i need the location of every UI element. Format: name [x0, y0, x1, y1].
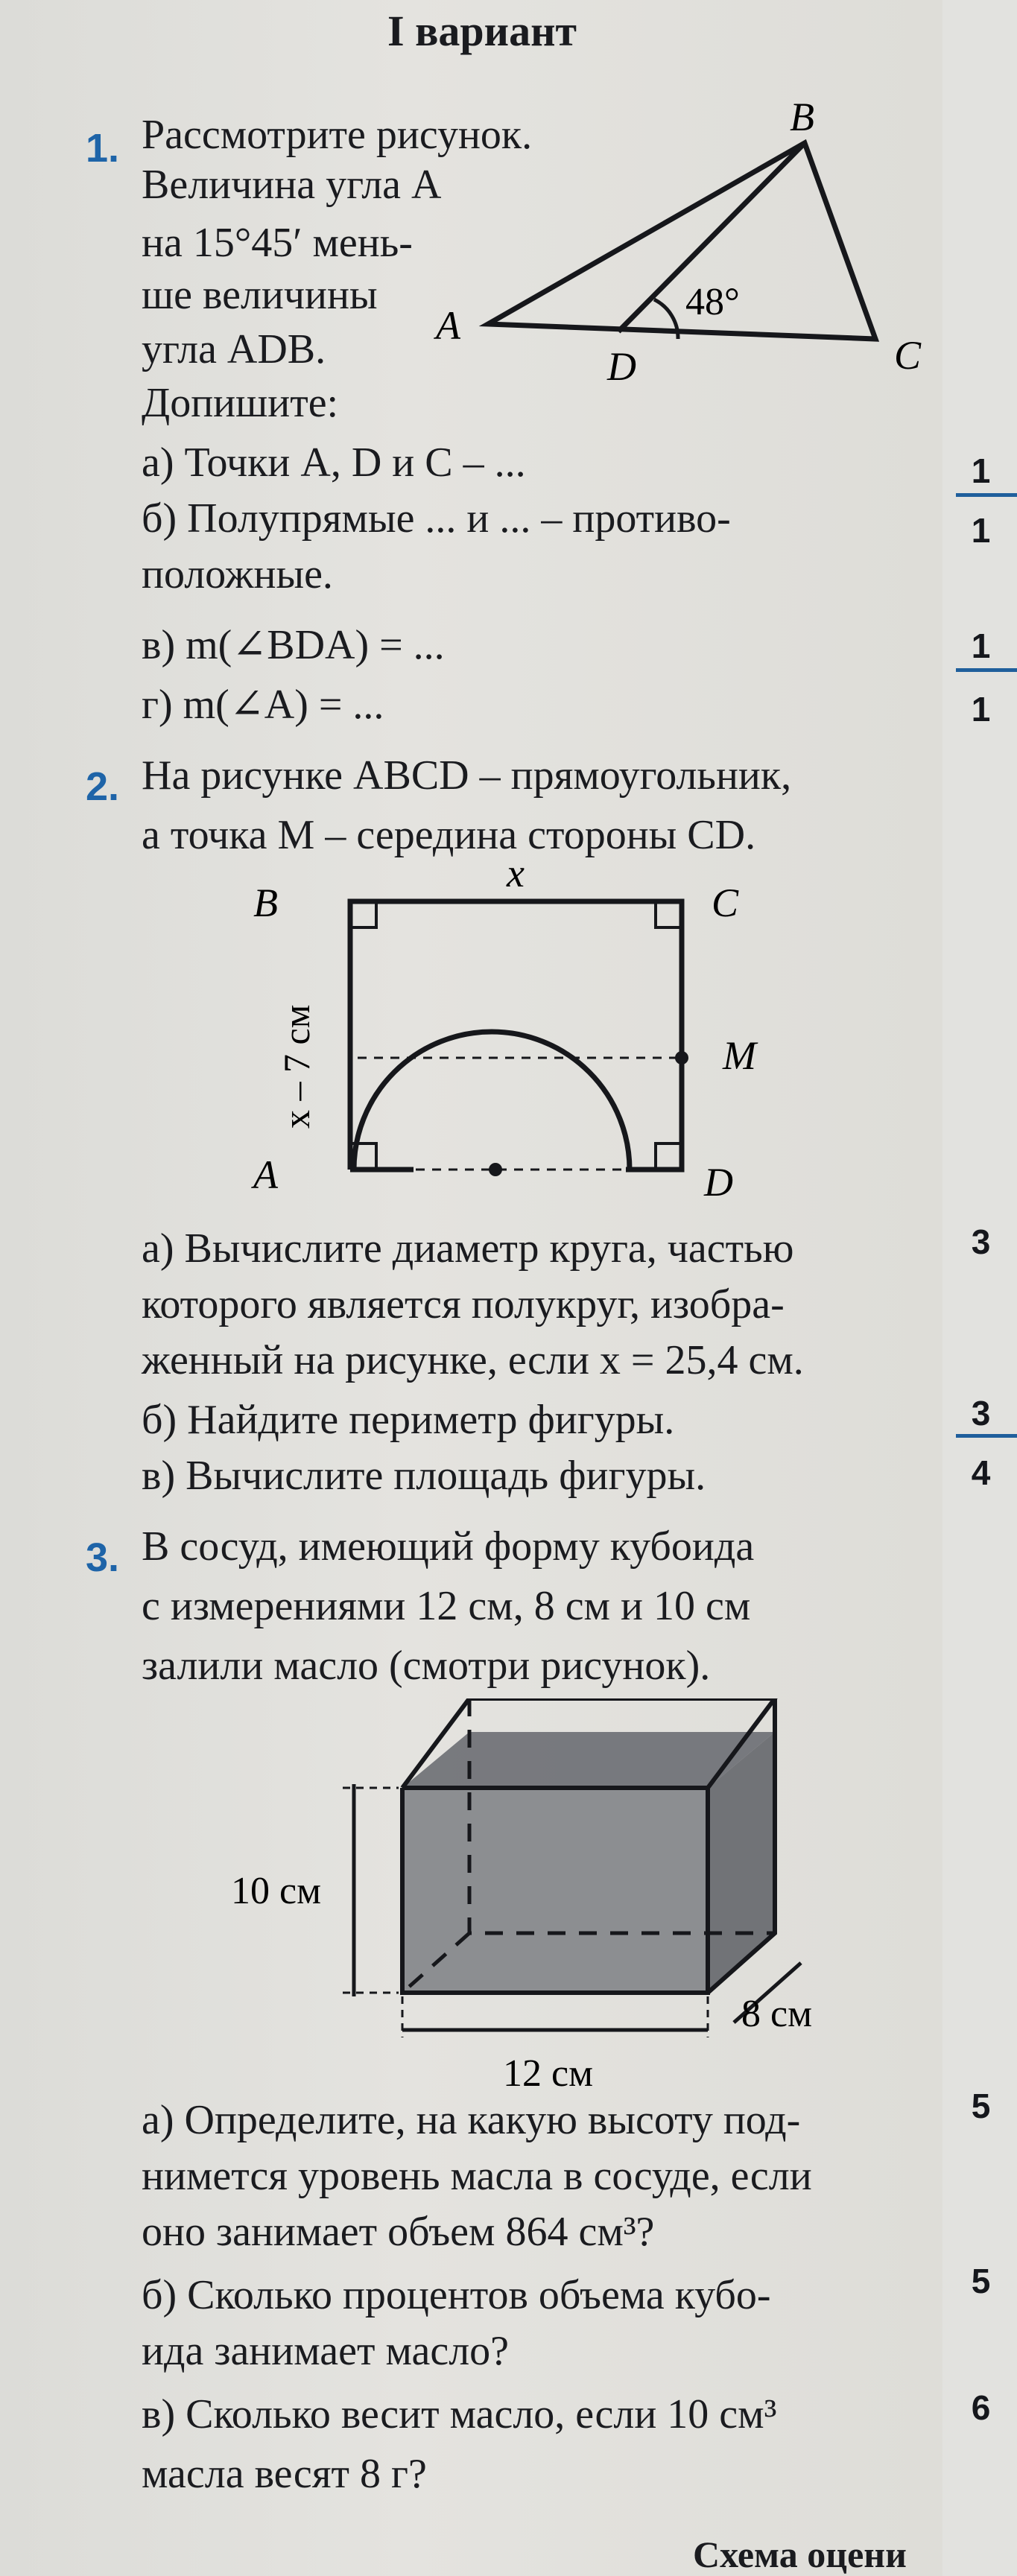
- score-divider: [956, 493, 1017, 497]
- task-3-line: залили масло (смотри рисунок).: [142, 1643, 711, 1689]
- rectangle-figure: [224, 857, 790, 1214]
- label-c: C: [894, 333, 922, 378]
- label-c: C: [712, 881, 739, 925]
- task-3-line: с измерениями 12 см, 8 см и 10 см: [142, 1583, 751, 1629]
- task-2-item-b: б) Найдите периметр фигуры.: [142, 1397, 675, 1443]
- task-1-item-c: в) m(∠BDA) = ...: [142, 622, 445, 668]
- task-1-line: Допишите:: [142, 380, 339, 426]
- score-1d: 1: [971, 690, 991, 729]
- task-2-item-a-cont: женный на рисунке, если x = 25,4 см.: [142, 1337, 804, 1383]
- task-1-item-b: б) Полупрямые ... и ... – противо-: [142, 495, 731, 542]
- label-b: B: [253, 881, 278, 925]
- task-1-line: угла ADB.: [142, 326, 326, 372]
- semicircle-arc: [354, 1032, 630, 1170]
- right-angle-b: [350, 901, 376, 927]
- cuboid-figure: [209, 1698, 864, 2116]
- task-3-item-b-cont: ида занимает масло?: [142, 2328, 510, 2374]
- depth-label: 8 см: [741, 1993, 812, 2035]
- right-angle-c: [656, 901, 682, 927]
- score-1c: 1: [971, 626, 991, 665]
- point-m: [675, 1051, 688, 1065]
- task-2-item-a: а) Вычислите диаметр круга, частью: [142, 1225, 794, 1272]
- score-2c: 4: [971, 1453, 991, 1492]
- footer-heading: Схема оцени: [693, 2534, 907, 2575]
- label-x: x: [507, 857, 525, 895]
- score-1a: 1: [971, 451, 991, 490]
- task-1-line: на 15°45′ мень-: [142, 220, 413, 266]
- label-b: B: [790, 95, 814, 139]
- score-sidebar: [942, 0, 1017, 2576]
- variant-heading: I вариант: [387, 7, 577, 55]
- score-2b: 3: [971, 1394, 991, 1433]
- score-3b: 5: [971, 2262, 991, 2300]
- triangle-abc: [488, 143, 875, 339]
- task-3-item-a: а) Определите, на какую высоту под-: [142, 2097, 801, 2143]
- task-1-line: Величина угла A: [142, 162, 442, 208]
- task-2-item-c: в) Вычислите площадь фигуры.: [142, 1453, 706, 1499]
- task-3-item-b: б) Сколько процентов объема кубо-: [142, 2272, 771, 2318]
- score-3a: 5: [971, 2087, 991, 2125]
- score-divider: [956, 1434, 1017, 1438]
- task-2-line: а точка M – середина стороны CD.: [142, 812, 756, 858]
- label-m: M: [723, 1033, 756, 1078]
- task-3-line: В сосуд, имеющий форму кубоида: [142, 1523, 755, 1570]
- task-3-item-a-cont: оно занимает объем 864 см³?: [142, 2209, 655, 2255]
- task-2-number: 2.: [86, 764, 120, 809]
- task-1-item-d: г) m(∠A) = ...: [142, 682, 384, 728]
- task-2-item-a-cont: которого является полукруг, изобра-: [142, 1281, 785, 1327]
- label-a: A: [253, 1152, 278, 1197]
- task-2-line: На рисунке ABCD – прямоугольник,: [142, 752, 792, 799]
- side-label: x – 7 см: [276, 1004, 317, 1129]
- right-angle-d: [656, 1143, 682, 1170]
- label-d: D: [607, 344, 636, 389]
- angle-label: 48°: [685, 281, 740, 323]
- task-1-item-b-cont: положные.: [142, 551, 333, 597]
- triangle-figure: [417, 74, 954, 395]
- task-3-item-c-cont: масла весят 8 г?: [142, 2451, 427, 2497]
- score-3c: 6: [971, 2388, 991, 2427]
- task-1-number: 1.: [86, 126, 120, 171]
- task-3-item-a-cont: нимется уровень масла в сосуде, если: [142, 2153, 812, 2199]
- center-point: [489, 1163, 502, 1176]
- label-d: D: [704, 1160, 733, 1205]
- task-1-line: Рассмотрите рисунок.: [142, 112, 533, 158]
- task-1-line: ше величины: [142, 272, 378, 318]
- oil-front: [402, 1788, 708, 1993]
- task-1-item-a: а) Точки A, D и C – ...: [142, 440, 526, 486]
- score-2a: 3: [971, 1222, 991, 1261]
- score-1b: 1: [971, 511, 991, 550]
- height-label: 10 см: [231, 1870, 321, 1912]
- task-3-number: 3.: [86, 1535, 120, 1580]
- width-label: 12 см: [503, 2052, 593, 2095]
- label-a: A: [436, 303, 460, 348]
- task-3-item-c: в) Сколько весит масло, если 10 см³: [142, 2391, 777, 2437]
- score-divider: [956, 668, 1017, 672]
